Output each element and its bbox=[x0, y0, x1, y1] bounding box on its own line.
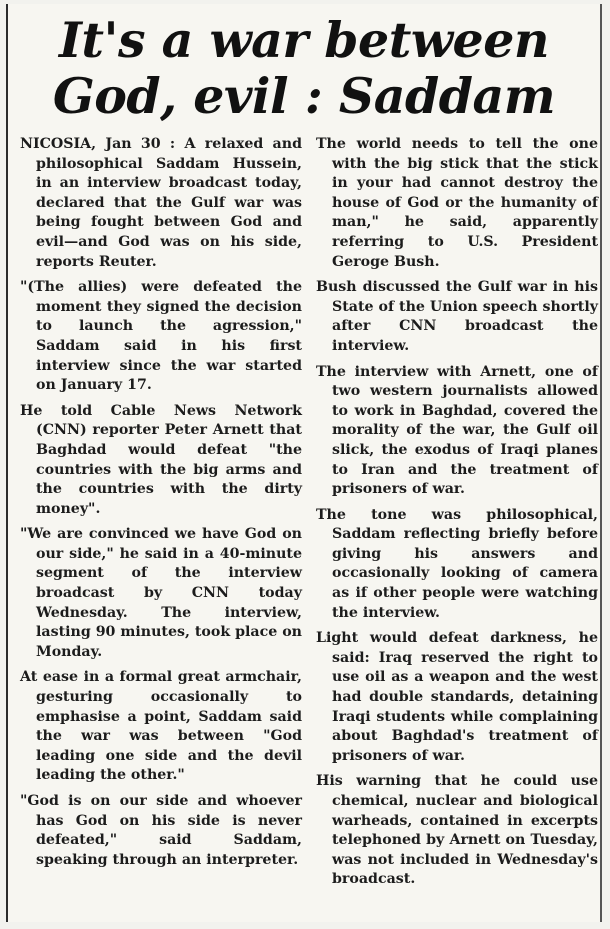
paragraph: Light would defeat darkness, he said: Iraq reserved the right to use oil as a weapon and the west had double standards, detaining Iraqi students while complaining about Baghdad's treatment of prisoners of war. bbox=[316, 630, 598, 764]
paragraph: NICOSIA, Jan 30 : A relaxed and philosophical Saddam Hussein, in an interview broadcast today, declared that the Gulf war was being fought between God and evil—and God was on his side, reports Reuter. bbox=[20, 136, 302, 270]
paragraph: "We are convinced we have God on our side," he said in a 40-minute segment of the interview broadcast by CNN today Wednesday. The interview, lasting 90 minutes, took place on Monday. bbox=[20, 526, 302, 660]
paragraph: "(The allies) were defeated the moment they signed the decision to launch the agression," Saddam said in his first interview since the war started on January 17. bbox=[20, 279, 302, 394]
article-body bbox=[18, 135, 598, 920]
paragraph: Bush discussed the Gulf war in his State of the Union speech shortly after CNN broadcast the interview. bbox=[316, 279, 598, 354]
paragraph: He told Cable News Network (CNN) reporter Peter Arnett that Baghdad would defeat "the countries with the big arms and the countries with the dirty money". bbox=[20, 402, 302, 517]
article-column-right bbox=[314, 135, 598, 920]
newspaper-clipping bbox=[6, 4, 602, 922]
paragraph: At ease in a formal great armchair, gesturing occasionally to emphasise a point, Saddam said the war was between "God leading one side and the devil leading the other." bbox=[20, 669, 302, 784]
paragraph: His warning that he could use chemical, nuclear and biological warheads, contained in excerpts telephoned by Arnett on Tuesday, was not included in Wednesday's broadcast. bbox=[316, 773, 598, 888]
paragraph: "God is on our side and whoever has God on his side is never defeated," said Saddam, speaking through an interpreter. bbox=[20, 793, 302, 868]
paragraph: The world needs to tell the one with the big stick that the stick in your had cannot destroy the house of God or the humanity of man," he said, apparently referring to U.S. President Geroge Bush. bbox=[316, 136, 598, 270]
article-column-left bbox=[18, 135, 302, 920]
paragraph: The interview with Arnett, one of two western journalists allowed to work in Baghdad, covered the morality of the war, the Gulf oil slick, the exodus of Iraqi planes to Iran and the treatment of prisoners of war. bbox=[316, 363, 598, 498]
headline bbox=[8, 12, 600, 124]
paragraph: The tone was philosophical, Saddam reflecting briefly before giving his answers and occasionally looking of camera as if other people were watching the interview. bbox=[316, 506, 598, 621]
headline-line-1: It's a war between bbox=[58, 11, 550, 69]
headline-line-2: God, evil : Saddam bbox=[52, 67, 556, 125]
